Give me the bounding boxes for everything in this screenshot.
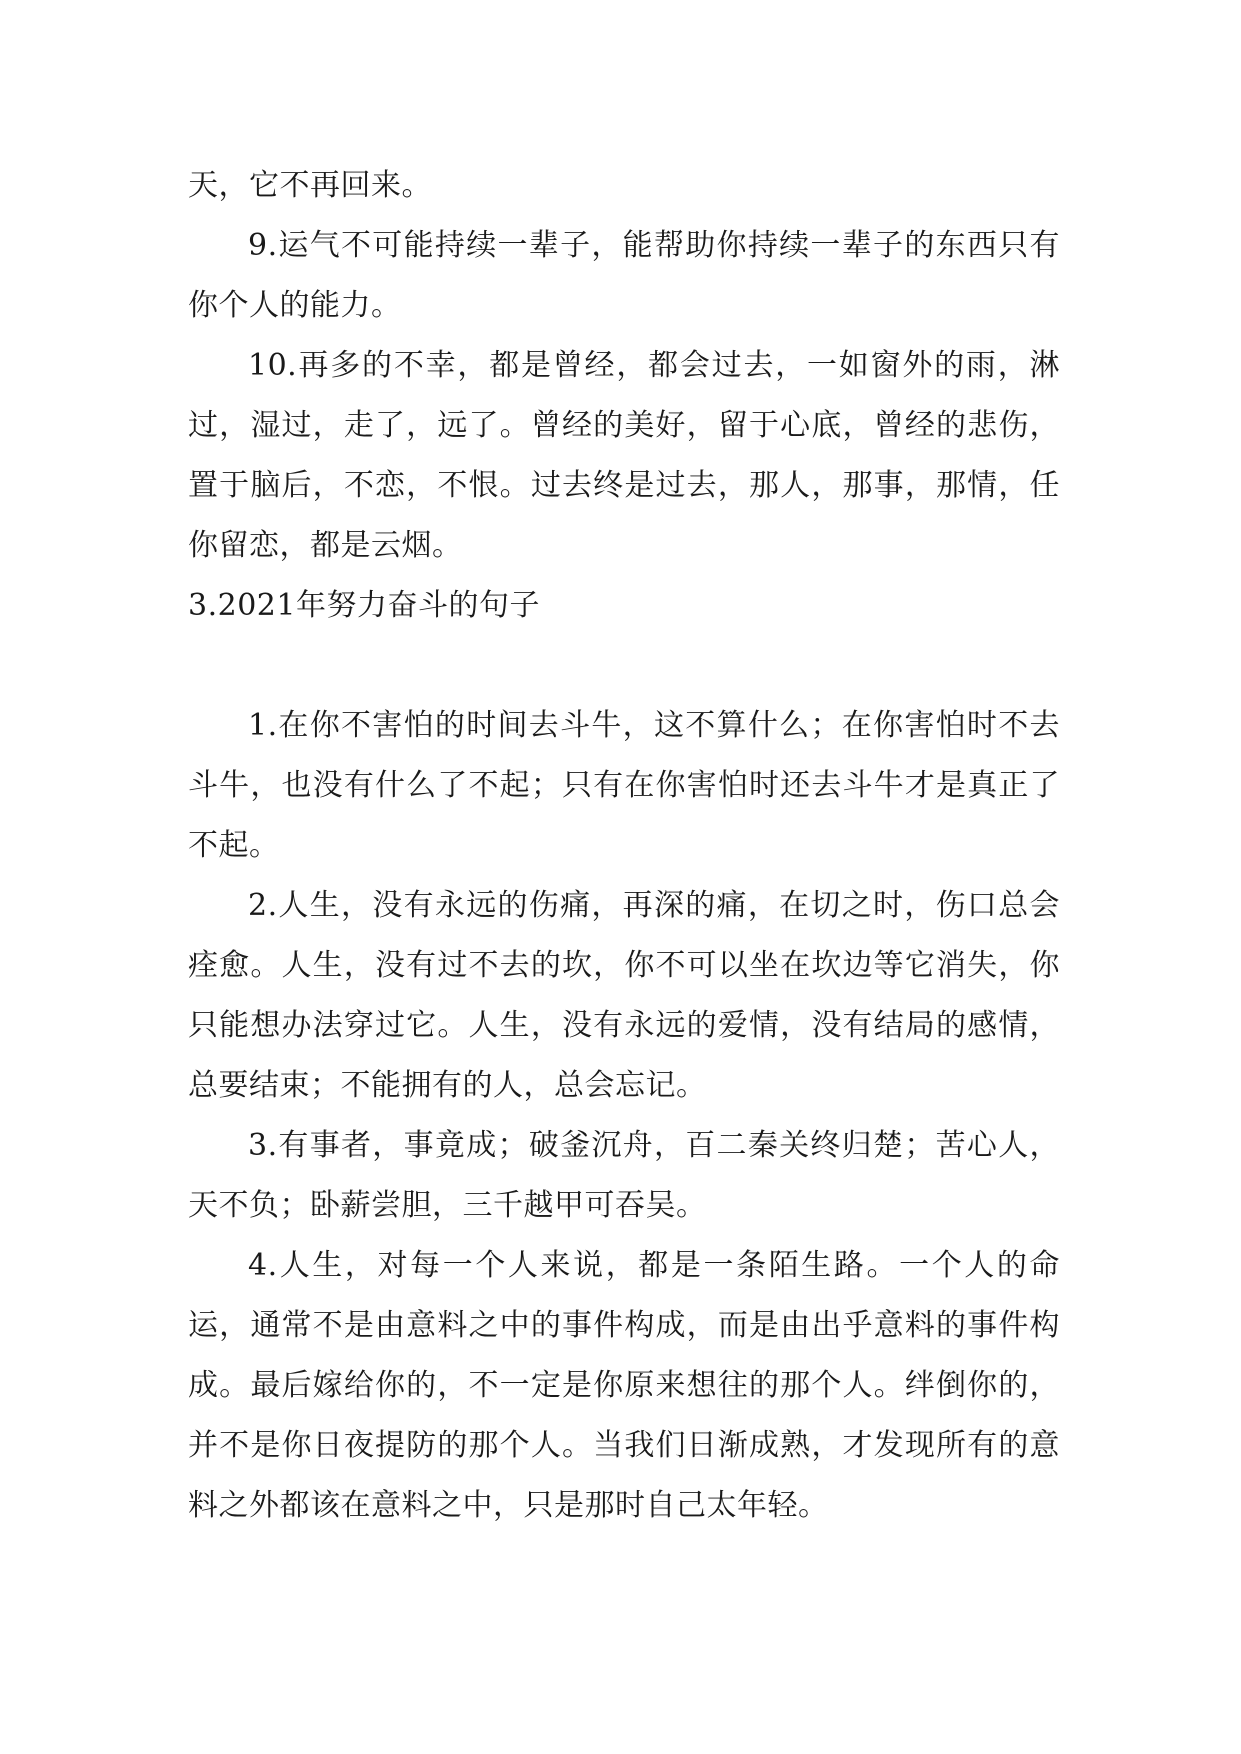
paragraph-continuation: 天，它不再回来。 <box>188 168 432 203</box>
section-heading: 3.2021年努力奋斗的句子 <box>188 588 540 623</box>
paragraph-item-9: 9.运气不可能持续一辈子，能帮助你持续一辈子的东西只有你个人的能力。 <box>188 228 1060 323</box>
document-body <box>188 156 1060 1536</box>
section-item-3: 3.有事者，事竟成；破釜沉舟，百二秦关终归楚；苦心人，天不负；卧薪尝胆，三千越甲可吞吴。 <box>188 1128 1060 1223</box>
paragraph-item-10: 10.再多的不幸，都是曾经，都会过去，一如窗外的雨，淋过，湿过，走了，远了。曾经的美好，留于心底，曾经的悲伤，置于脑后，不恋，不恨。过去终是过去，那人，那事，那情，任你留恋，都是云烟。 <box>188 348 1060 563</box>
section-item-4: 4.人生，对每一个人来说，都是一条陌生路。一个人的命运，通常不是由意料之中的事件构成，而是由出乎意料的事件构成。最后嫁给你的，不一定是你原来想往的那个人。绊倒你的，并不是你日夜提防的那个人。当我们日渐成熟，才发现所有的意料之外都该在意料之中，只是那时自己太年轻。 <box>188 1248 1060 1523</box>
section-item-2: 2.人生，没有永远的伤痛，再深的痛，在切之时，伤口总会痊愈。人生，没有过不去的坎，你不可以坐在坎边等它消失，你只能想办法穿过它。人生，没有永远的爱情，没有结局的感情，总要结束；不能拥有的人，总会忘记。 <box>188 888 1060 1103</box>
section-item-1: 1.在你不害怕的时间去斗牛，这不算什么；在你害怕时不去斗牛，也没有什么了不起；只有在你害怕时还去斗牛才是真正了不起。 <box>188 708 1060 863</box>
